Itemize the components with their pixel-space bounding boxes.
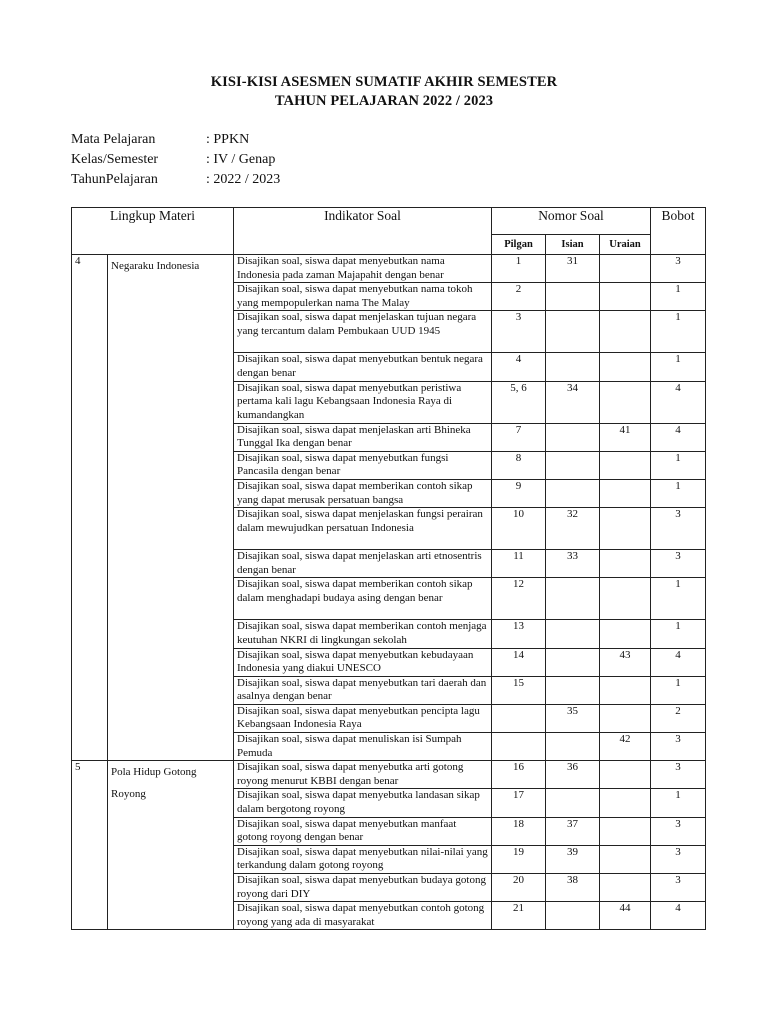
isian-cell [546,620,600,648]
isian-cell [546,902,600,930]
uraian-cell [600,704,651,732]
bobot-cell: 1 [651,311,706,353]
info-row-tahun [71,171,280,191]
bobot-cell: 3 [651,761,706,789]
isian-cell: 34 [546,381,600,423]
pilgan-cell: 19 [492,845,546,873]
materi-name: Pola Hidup Gotong Royong [108,761,234,930]
header-pilgan: Pilgan [492,235,546,255]
pilgan-cell [492,733,546,761]
indikator-cell: Disajikan soal, siswa dapat memberikan contoh menjaga keutuhan NKRI di lingkungan sekolah [234,620,492,648]
uraian-cell [600,353,651,381]
pilgan-cell: 18 [492,817,546,845]
kisi-kisi-table [71,207,706,930]
tahun-value: : 2022 / 2023 [206,172,281,187]
info-row-kelas [71,151,280,171]
isian-cell [546,676,600,704]
indikator-cell: Disajikan soal, siswa dapat menyebutkan budaya gotong royong dari DIY [234,874,492,902]
indikator-cell: Disajikan soal, siswa dapat menyebutkan contoh gotong royong yang ada di masyarakat [234,902,492,930]
bobot-cell: 1 [651,283,706,311]
isian-cell: 38 [546,874,600,902]
pilgan-cell: 21 [492,902,546,930]
header-lingkup-materi: Lingkup Materi [72,208,234,255]
info-row-mapel [71,131,280,151]
bobot-cell: 1 [651,479,706,507]
bobot-cell: 1 [651,676,706,704]
isian-cell [546,423,600,451]
indikator-cell: Disajikan soal, siswa dapat menjelaskan arti etnosentris dengan benar [234,550,492,578]
uraian-cell [600,508,651,550]
mapel-value: : PPKN [206,132,250,147]
bobot-cell: 3 [651,874,706,902]
isian-cell [546,578,600,620]
isian-cell: 31 [546,255,600,283]
mapel-label: Mata Pelajaran [71,132,156,147]
uraian-cell [600,789,651,817]
pilgan-cell: 9 [492,479,546,507]
indikator-cell: Disajikan soal, siswa dapat menyebutka arti gotong royong menurut KBBI dengan benar [234,761,492,789]
indikator-cell: Disajikan soal, siswa dapat menjelaskan fungsi perairan dalam mewujudkan persatuan Indonesia [234,508,492,550]
uraian-cell [600,874,651,902]
uraian-cell: 43 [600,648,651,676]
document-title: KISI-KISI ASESMEN SUMATIF AKHIR SEMESTER [210,74,558,90]
pilgan-cell: 20 [492,874,546,902]
bobot-cell: 3 [651,550,706,578]
pilgan-cell: 16 [492,761,546,789]
materi-number: 5 [72,761,108,930]
bobot-cell: 4 [651,648,706,676]
pilgan-cell: 14 [492,648,546,676]
table-body [72,255,706,930]
bobot-cell: 3 [651,255,706,283]
bobot-cell: 3 [651,817,706,845]
pilgan-cell: 7 [492,423,546,451]
bobot-cell: 1 [651,578,706,620]
materi-number: 4 [72,255,108,761]
pilgan-cell: 17 [492,789,546,817]
isian-cell: 39 [546,845,600,873]
kelas-label: Kelas/Semester [71,152,159,167]
uraian-cell [600,479,651,507]
header-indikator-soal: Indikator Soal [234,208,492,255]
pilgan-cell: 13 [492,620,546,648]
uraian-cell [600,817,651,845]
isian-cell: 32 [546,508,600,550]
isian-cell [546,479,600,507]
header-nomor-soal: Nomor Soal [492,208,651,235]
isian-cell: 37 [546,817,600,845]
materi-name: Negaraku Indonesia [108,255,234,761]
uraian-cell [600,451,651,479]
uraian-cell [600,676,651,704]
indikator-cell: Disajikan soal, siswa dapat menyebutkan peristiwa pertama kali lagu Kebangsaan Indonesia Raya di kumandangkan [234,381,492,423]
uraian-cell [600,620,651,648]
pilgan-cell: 3 [492,311,546,353]
bobot-cell: 4 [651,902,706,930]
bobot-cell: 3 [651,845,706,873]
bobot-cell: 4 [651,423,706,451]
indikator-cell: Disajikan soal, siswa dapat menyebutkan kebudayaan Indonesia yang diakui UNESCO [234,648,492,676]
uraian-cell [600,311,651,353]
indikator-cell: Disajikan soal, siswa dapat menyebutkan bentuk negara dengan benar [234,353,492,381]
indikator-cell: Disajikan soal, siswa dapat menyebutkan nama Indonesia pada zaman Majapahit dengan benar [234,255,492,283]
pilgan-cell: 12 [492,578,546,620]
indikator-cell: Disajikan soal, siswa dapat menjelaskan arti Bhineka Tunggal Ika dengan benar [234,423,492,451]
bobot-cell: 1 [651,451,706,479]
pilgan-cell: 4 [492,353,546,381]
bobot-cell: 4 [651,381,706,423]
pilgan-cell: 1 [492,255,546,283]
uraian-cell: 42 [600,733,651,761]
uraian-cell: 41 [600,423,651,451]
isian-cell [546,733,600,761]
uraian-cell [600,761,651,789]
indikator-cell: Disajikan soal, siswa dapat menyebutkan tari daerah dan asalnya dengan benar [234,676,492,704]
header-bobot: Bobot [651,208,706,255]
isian-cell [546,451,600,479]
uraian-cell [600,283,651,311]
header-uraian: Uraian [600,235,651,255]
isian-cell: 36 [546,761,600,789]
kelas-value: : IV / Genap [206,152,276,167]
indikator-cell: Disajikan soal, siswa dapat menuliskan isi Sumpah Pemuda [234,733,492,761]
document-info [71,131,280,191]
indikator-cell: Disajikan soal, siswa dapat memberikan contoh sikap yang dapat merusak persatuan bangsa [234,479,492,507]
tahun-label: TahunPelajaran [71,172,158,187]
indikator-cell: Disajikan soal, siswa dapat memberikan contoh sikap dalam menghadapi budaya asing dengan benar [234,578,492,620]
uraian-cell [600,845,651,873]
indikator-cell: Disajikan soal, siswa dapat menyebutkan nama tokoh yang mempopulerkan nama The Malay [234,283,492,311]
bobot-cell: 1 [651,620,706,648]
isian-cell [546,311,600,353]
isian-cell [546,283,600,311]
uraian-cell [600,255,651,283]
bobot-cell: 1 [651,789,706,817]
uraian-cell [600,578,651,620]
pilgan-cell: 2 [492,283,546,311]
indikator-cell: Disajikan soal, siswa dapat menyebutkan pencipta lagu Kebangsaan Indonesia Raya [234,704,492,732]
isian-cell [546,789,600,817]
isian-cell: 35 [546,704,600,732]
indikator-cell: Disajikan soal, siswa dapat menyebutkan nilai-nilai yang terkandung dalam gotong royong [234,845,492,873]
uraian-cell [600,381,651,423]
bobot-cell: 1 [651,353,706,381]
indikator-cell: Disajikan soal, siswa dapat menyebutka landasan sikap dalam bergotong royong [234,789,492,817]
isian-cell [546,648,600,676]
indikator-cell: Disajikan soal, siswa dapat menjelaskan tujuan negara yang tercantum dalam Pembukaan UUD 1945 [234,311,492,353]
pilgan-cell: 15 [492,676,546,704]
table-row [72,761,706,789]
document-subtitle: TAHUN PELAJARAN 2022 / 2023 [274,93,494,109]
indikator-cell: Disajikan soal, siswa dapat menyebutkan fungsi Pancasila dengan benar [234,451,492,479]
uraian-cell [600,550,651,578]
pilgan-cell: 8 [492,451,546,479]
isian-cell [546,353,600,381]
header-isian: Isian [546,235,600,255]
indikator-cell: Disajikan soal, siswa dapat menyebutkan manfaat gotong royong dengan benar [234,817,492,845]
bobot-cell: 3 [651,508,706,550]
pilgan-cell: 10 [492,508,546,550]
bobot-cell: 3 [651,733,706,761]
isian-cell: 33 [546,550,600,578]
table-row [72,255,706,283]
pilgan-cell [492,704,546,732]
bobot-cell: 2 [651,704,706,732]
uraian-cell: 44 [600,902,651,930]
pilgan-cell: 5, 6 [492,381,546,423]
pilgan-cell: 11 [492,550,546,578]
